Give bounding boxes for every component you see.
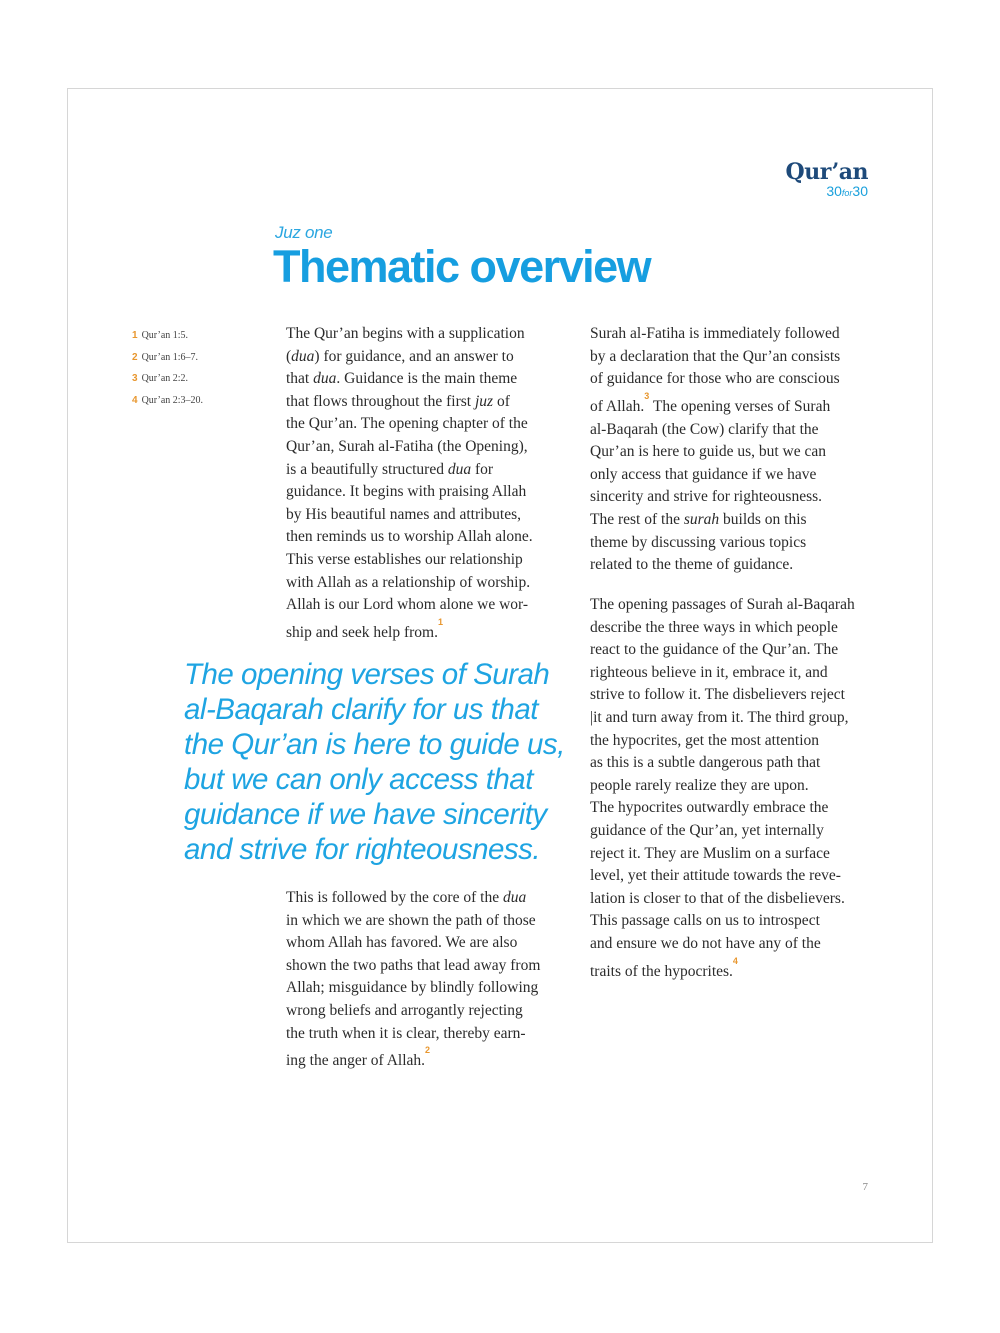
text-line: The Qur’an begins with a supplication [286, 325, 525, 342]
logo-title: Qur’an [785, 159, 868, 185]
text-line: the Qur’an. The opening chapter of the [286, 415, 528, 433]
text-run: of Allah. [590, 397, 645, 415]
footnote-item [132, 394, 203, 416]
text-line: whom Allah has favored. We are also [286, 934, 518, 952]
book-page [67, 88, 933, 1243]
text-line: in which we are shown the path of those [286, 911, 536, 929]
footnote-item [132, 329, 203, 351]
text-line: with Allah as a relationship of worship. [286, 573, 531, 591]
italic-term: juz [475, 392, 494, 410]
text-line: wrong beliefs and arrogantly rejecting [286, 1001, 523, 1019]
text-line: and ensure we do not have any of the [590, 934, 821, 952]
right-paragraph-1 [590, 323, 840, 577]
footnote-item [132, 372, 203, 394]
text-line [590, 509, 840, 532]
text-run: that [286, 370, 314, 388]
footnote-marker[interactable]: 4 [732, 955, 738, 966]
text-line: related to the theme of guidance. [590, 556, 794, 574]
text-line: only access that guidance if we have [590, 465, 817, 483]
text-line: Surah al-Fatiha is immediately followed [590, 325, 840, 342]
footnote-number: 3 [132, 373, 138, 384]
italic-term: dua [313, 370, 337, 388]
left-paragraph-1 [286, 323, 533, 644]
page-number: 7 [862, 1181, 868, 1193]
logo [786, 161, 868, 200]
logo-sub-for: for [841, 188, 853, 198]
text-run: The rest of the [590, 510, 684, 528]
text-line: the truth when it is clear, thereby earn- [286, 1024, 526, 1042]
text-line: of guidance for those who are conscious [590, 370, 840, 388]
text-line: lation is closer to that of the disbelievers. [590, 889, 845, 907]
text-line: Qur’an is here to guide us, but we can [590, 443, 827, 461]
text-run: ing the anger of Allah. [286, 1052, 426, 1070]
text-line: strive to follow it. The disbelievers reject [590, 686, 845, 704]
text-run: that flows throughout the first [286, 392, 475, 410]
footnote-marker[interactable]: 2 [425, 1045, 431, 1056]
text-line: people rarely realize they are upon. [590, 776, 809, 794]
pull-quote [184, 657, 565, 867]
text-line: then reminds us to worship Allah alone. [286, 528, 533, 546]
quote-line: guidance if we have sincerity [184, 798, 547, 831]
right-paragraph-2 [590, 594, 855, 983]
text-line: sincerity and strive for righteousness. [590, 488, 823, 506]
text-line: react to the guidance of the Qur’an. The [590, 641, 839, 659]
text-line: level, yet their attitude towards the reve- [590, 867, 841, 885]
footnote-text: Qur’an 2:2. [141, 373, 189, 384]
logo-sub-right: 30 [852, 183, 868, 199]
italic-term: surah [683, 510, 720, 528]
text-line: theme by discussing various topics [590, 533, 807, 551]
text-line: Allah; misguidance by blindly following [286, 979, 539, 997]
text-run: The opening verses of Surah [649, 397, 831, 415]
quote-line: al-Baqarah clarify for us that [184, 693, 538, 726]
text-line: as this is a subtle dangerous path that [590, 754, 821, 772]
italic-term: dua [447, 460, 472, 478]
text-run: . Guidance is the main theme [336, 370, 518, 388]
footnotes-list [132, 329, 203, 415]
text-line [590, 956, 855, 984]
quote-line: the Qur’an is here to guide us, [184, 728, 565, 761]
quote-line: The opening verses of Surah [184, 658, 550, 691]
text-run: of [493, 392, 510, 410]
text-line: Qur’an, Surah al-Fatiha (the Opening), [286, 437, 528, 455]
text-line: guidance of the Qur’an, yet internally [590, 821, 824, 839]
footnote-marker[interactable]: 3 [644, 390, 650, 401]
text-line [286, 1045, 540, 1073]
logo-sub-left: 30 [826, 183, 842, 199]
text-line: the hypocrites, get the most attention [590, 731, 820, 749]
text-line: This passage calls on us to introspect [590, 912, 820, 930]
text-line: The opening passages of Surah al-Baqarah [590, 596, 855, 613]
text-line [286, 346, 533, 369]
left-paragraph-2 [286, 887, 540, 1073]
text-line: describe the three ways in which people [590, 618, 838, 636]
text-line: by His beautiful names and attributes, [286, 505, 522, 523]
text-line [286, 391, 533, 414]
page-title: Thematic overview [273, 241, 651, 292]
text-run: traits of the hypocrites. [590, 962, 733, 980]
footnote-text: Qur’an 1:6–7. [141, 351, 199, 363]
text-line: al-Baqarah (the Cow) clarify that the [590, 420, 819, 438]
text-line [590, 391, 840, 419]
quote-line: and strive for righteousness. [184, 833, 541, 866]
text-line [286, 617, 533, 645]
text-line: |it and turn away from it. The third group, [590, 708, 849, 726]
text-line: reject it. They are Muslim on a surface [590, 844, 830, 862]
italic-term: dua [291, 347, 315, 365]
text-line [286, 887, 540, 910]
text-line: shown the two paths that lead away from [286, 956, 541, 974]
text-run: is a beautifully structured [286, 460, 448, 478]
text-line: by a declaration that the Qur’an consists [590, 347, 841, 365]
footnote-number: 2 [132, 351, 138, 363]
footnote-number: 1 [132, 330, 138, 341]
footnote-item [132, 351, 203, 373]
logo-subtitle [786, 184, 868, 200]
text-line: Allah is our Lord whom alone we wor- [286, 596, 529, 614]
text-line [286, 368, 533, 391]
text-run: ( [286, 347, 292, 365]
text-line: righteous believe in it, embrace it, and [590, 663, 828, 681]
footnote-text: Qur’an 2:3–20. [141, 394, 204, 406]
italic-term: dua [502, 889, 527, 906]
text-line: The hypocrites outwardly embrace the [590, 799, 829, 817]
text-run: ) for guidance, and an answer to [314, 347, 514, 365]
section-kicker: Juz one [275, 223, 333, 242]
text-line: guidance. It begins with praising Allah [286, 483, 527, 501]
text-line: This verse establishes our relationship [286, 550, 523, 568]
footnote-marker[interactable]: 1 [437, 616, 443, 627]
quote-line: but we can only access that [184, 763, 533, 796]
text-run: builds on this [719, 510, 807, 528]
text-run: This is followed by the core of the [286, 889, 503, 906]
footnote-text: Qur’an 1:5. [141, 330, 189, 341]
text-line [286, 459, 533, 482]
footnote-number: 4 [132, 394, 138, 406]
text-run: for [471, 460, 494, 478]
text-run: ship and seek help from. [286, 623, 438, 641]
